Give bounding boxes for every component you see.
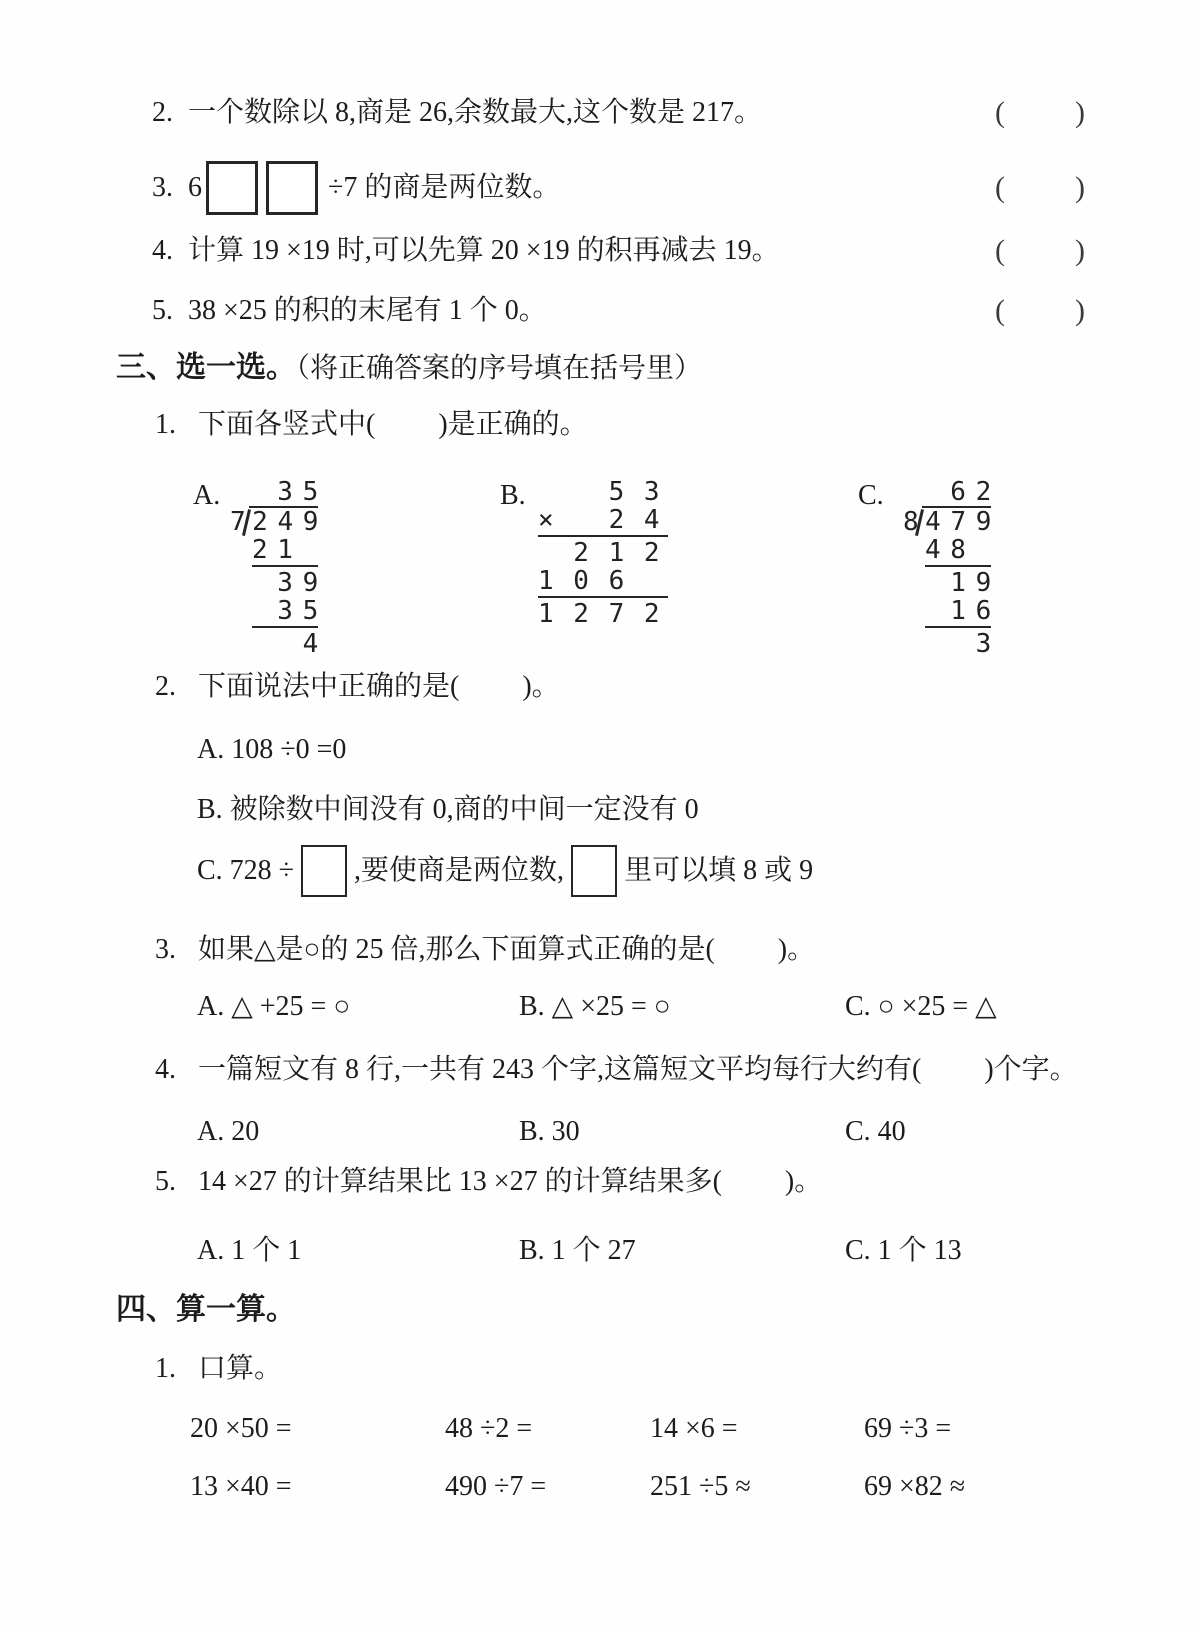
mental-math-expression: 251 ÷5 ≈ <box>650 1471 751 1502</box>
quotient-row: 3 5 <box>252 477 316 507</box>
dividend: 4 7 9 <box>922 506 991 536</box>
answer-parens <box>995 171 1085 205</box>
paren-close: ) <box>1075 234 1085 267</box>
work-row: 1 9 <box>925 568 989 598</box>
choice-q3-option-a: A. △ +25 = ○ <box>197 991 351 1022</box>
judge-item-2 <box>152 96 1085 130</box>
option-c-label: C. <box>858 480 884 511</box>
section-4-header <box>116 1292 296 1328</box>
section-3-note: （将正确答案的序号填在括号里） <box>296 353 703 384</box>
question-number: 2. <box>152 97 173 128</box>
answer-parens <box>995 294 1085 328</box>
mental-math-expression: 490 ÷7 = <box>445 1471 547 1502</box>
question-number: 4. <box>152 235 173 266</box>
remainder-row: 4 <box>252 629 316 659</box>
question-number: 5. <box>152 295 173 326</box>
judge-item-4 <box>152 234 1085 268</box>
choice-q4-option-a: A. 20 <box>197 1116 260 1147</box>
option-text-mid: ,要使商是两位数, <box>354 855 565 886</box>
choice-q3-stem <box>155 933 815 967</box>
option-text-pre: C. 728 ÷ <box>197 855 295 886</box>
answer-box <box>571 845 617 897</box>
choice-q2-option-b: B. 被除数中间没有 0,商的中间一定没有 0 <box>197 794 699 825</box>
question-text: 计算 19 ×19 时,可以先算 20 ×19 的积再减去 19。 <box>188 235 780 266</box>
choice-q5-stem <box>155 1165 822 1199</box>
mental-math-label <box>155 1352 282 1386</box>
question-text: 下面各竖式中( )是正确的。 <box>198 409 588 440</box>
choice-q4-option-b: B. 30 <box>519 1116 580 1147</box>
answer-box <box>206 161 258 215</box>
quotient-row: 6 2 <box>925 477 989 507</box>
section-4-title: 四、算一算。 <box>116 1293 296 1326</box>
paren-close: ) <box>1075 96 1085 129</box>
work-row: 3 5 <box>252 596 316 626</box>
question-number: 1. <box>155 1353 176 1384</box>
answer-parens <box>995 234 1085 268</box>
answer-box <box>266 161 318 215</box>
work-row: 1 6 <box>925 596 989 626</box>
mental-math-expression: 48 ÷2 = <box>445 1413 533 1444</box>
question-text-post: ÷7 的商是两位数。 <box>328 172 561 203</box>
judge-item-3 <box>152 156 1085 220</box>
answer-box <box>301 845 347 897</box>
paren-open: ( <box>995 234 1005 267</box>
question-text: 38 ×25 的积的末尾有 1 个 0。 <box>188 295 547 326</box>
longdiv-a <box>230 478 318 658</box>
answer-parens <box>995 96 1085 130</box>
mental-math-expression: 13 ×40 = <box>190 1471 292 1502</box>
question-number: 3. <box>155 934 176 965</box>
partial-product-row: 2 1 2 <box>538 538 662 568</box>
paren-close: ) <box>1075 171 1085 204</box>
choice-q2-option-c <box>197 842 813 900</box>
option-b-label: B. <box>500 480 526 511</box>
division-row <box>903 506 991 536</box>
question-text: 一篇短文有 8 行,一共有 243 个字,这篇短文平均每行大约有( )个字。 <box>198 1054 1078 1085</box>
question-text: 下面说法中正确的是( )。 <box>198 671 560 702</box>
choice-q2-option-a: A. 108 ÷0 =0 <box>197 734 347 765</box>
factor-row: 5 3 <box>538 477 662 507</box>
mental-math-expression: 14 ×6 = <box>650 1413 738 1444</box>
question-text: 如果△是○的 25 倍,那么下面算式正确的是( )。 <box>198 934 816 965</box>
division-row <box>230 506 318 536</box>
choice-q2-stem <box>155 670 560 704</box>
choice-q5-option-b: B. 1 个 27 <box>519 1235 636 1266</box>
question-text: 口算。 <box>198 1353 283 1384</box>
mental-math-expression: 20 ×50 = <box>190 1413 292 1444</box>
section-3-title: 三、选一选。 <box>116 351 296 384</box>
choice-q3-option-c: C. ○ ×25 = △ <box>845 991 997 1022</box>
paren-open: ( <box>995 96 1005 129</box>
question-text-pre: 6 <box>188 172 202 203</box>
product-row: 1 2 7 2 <box>538 599 662 629</box>
question-text: 一个数除以 8,商是 26,余数最大,这个数是 217。 <box>188 97 763 128</box>
mental-math-expression: 69 ÷3 = <box>864 1413 952 1444</box>
section-3-header <box>116 350 702 387</box>
multiplication-b <box>538 478 668 628</box>
question-number: 4. <box>155 1054 176 1085</box>
factor-row: × 2 4 <box>538 505 662 535</box>
question-number: 3. <box>152 172 173 203</box>
option-text-post: 里可以填 8 或 9 <box>624 855 814 886</box>
work-row: 4 8 <box>925 535 963 565</box>
choice-q5-option-a: A. 1 个 1 <box>197 1235 302 1266</box>
question-number: 5. <box>155 1166 176 1197</box>
choice-q1-stem <box>155 408 588 442</box>
choice-q5-option-c: C. 1 个 13 <box>845 1235 962 1266</box>
paren-open: ( <box>995 294 1005 327</box>
divisor: 8 <box>903 507 916 537</box>
judge-item-5 <box>152 294 1085 328</box>
dividend: 2 4 9 <box>249 506 318 536</box>
divisor: 7 <box>230 507 243 537</box>
question-number: 1. <box>155 409 176 440</box>
work-row: 3 9 <box>252 568 316 598</box>
question-text: 14 ×27 的计算结果比 13 ×27 的计算结果多( )。 <box>198 1166 823 1197</box>
paren-close: ) <box>1075 294 1085 327</box>
paren-open: ( <box>995 171 1005 204</box>
remainder-row: 3 <box>925 629 989 659</box>
work-row: 2 1 <box>252 535 290 565</box>
mental-math-expression: 69 ×82 ≈ <box>864 1471 966 1502</box>
choice-q4-stem <box>155 1053 1078 1087</box>
choice-q4-option-c: C. 40 <box>845 1116 906 1147</box>
choice-q3-option-b: B. △ ×25 = ○ <box>519 991 671 1022</box>
longdiv-c <box>903 478 991 658</box>
question-number: 2. <box>155 671 176 702</box>
option-a-label: A. <box>193 480 221 511</box>
partial-product-row: 1 0 6 <box>538 566 627 596</box>
